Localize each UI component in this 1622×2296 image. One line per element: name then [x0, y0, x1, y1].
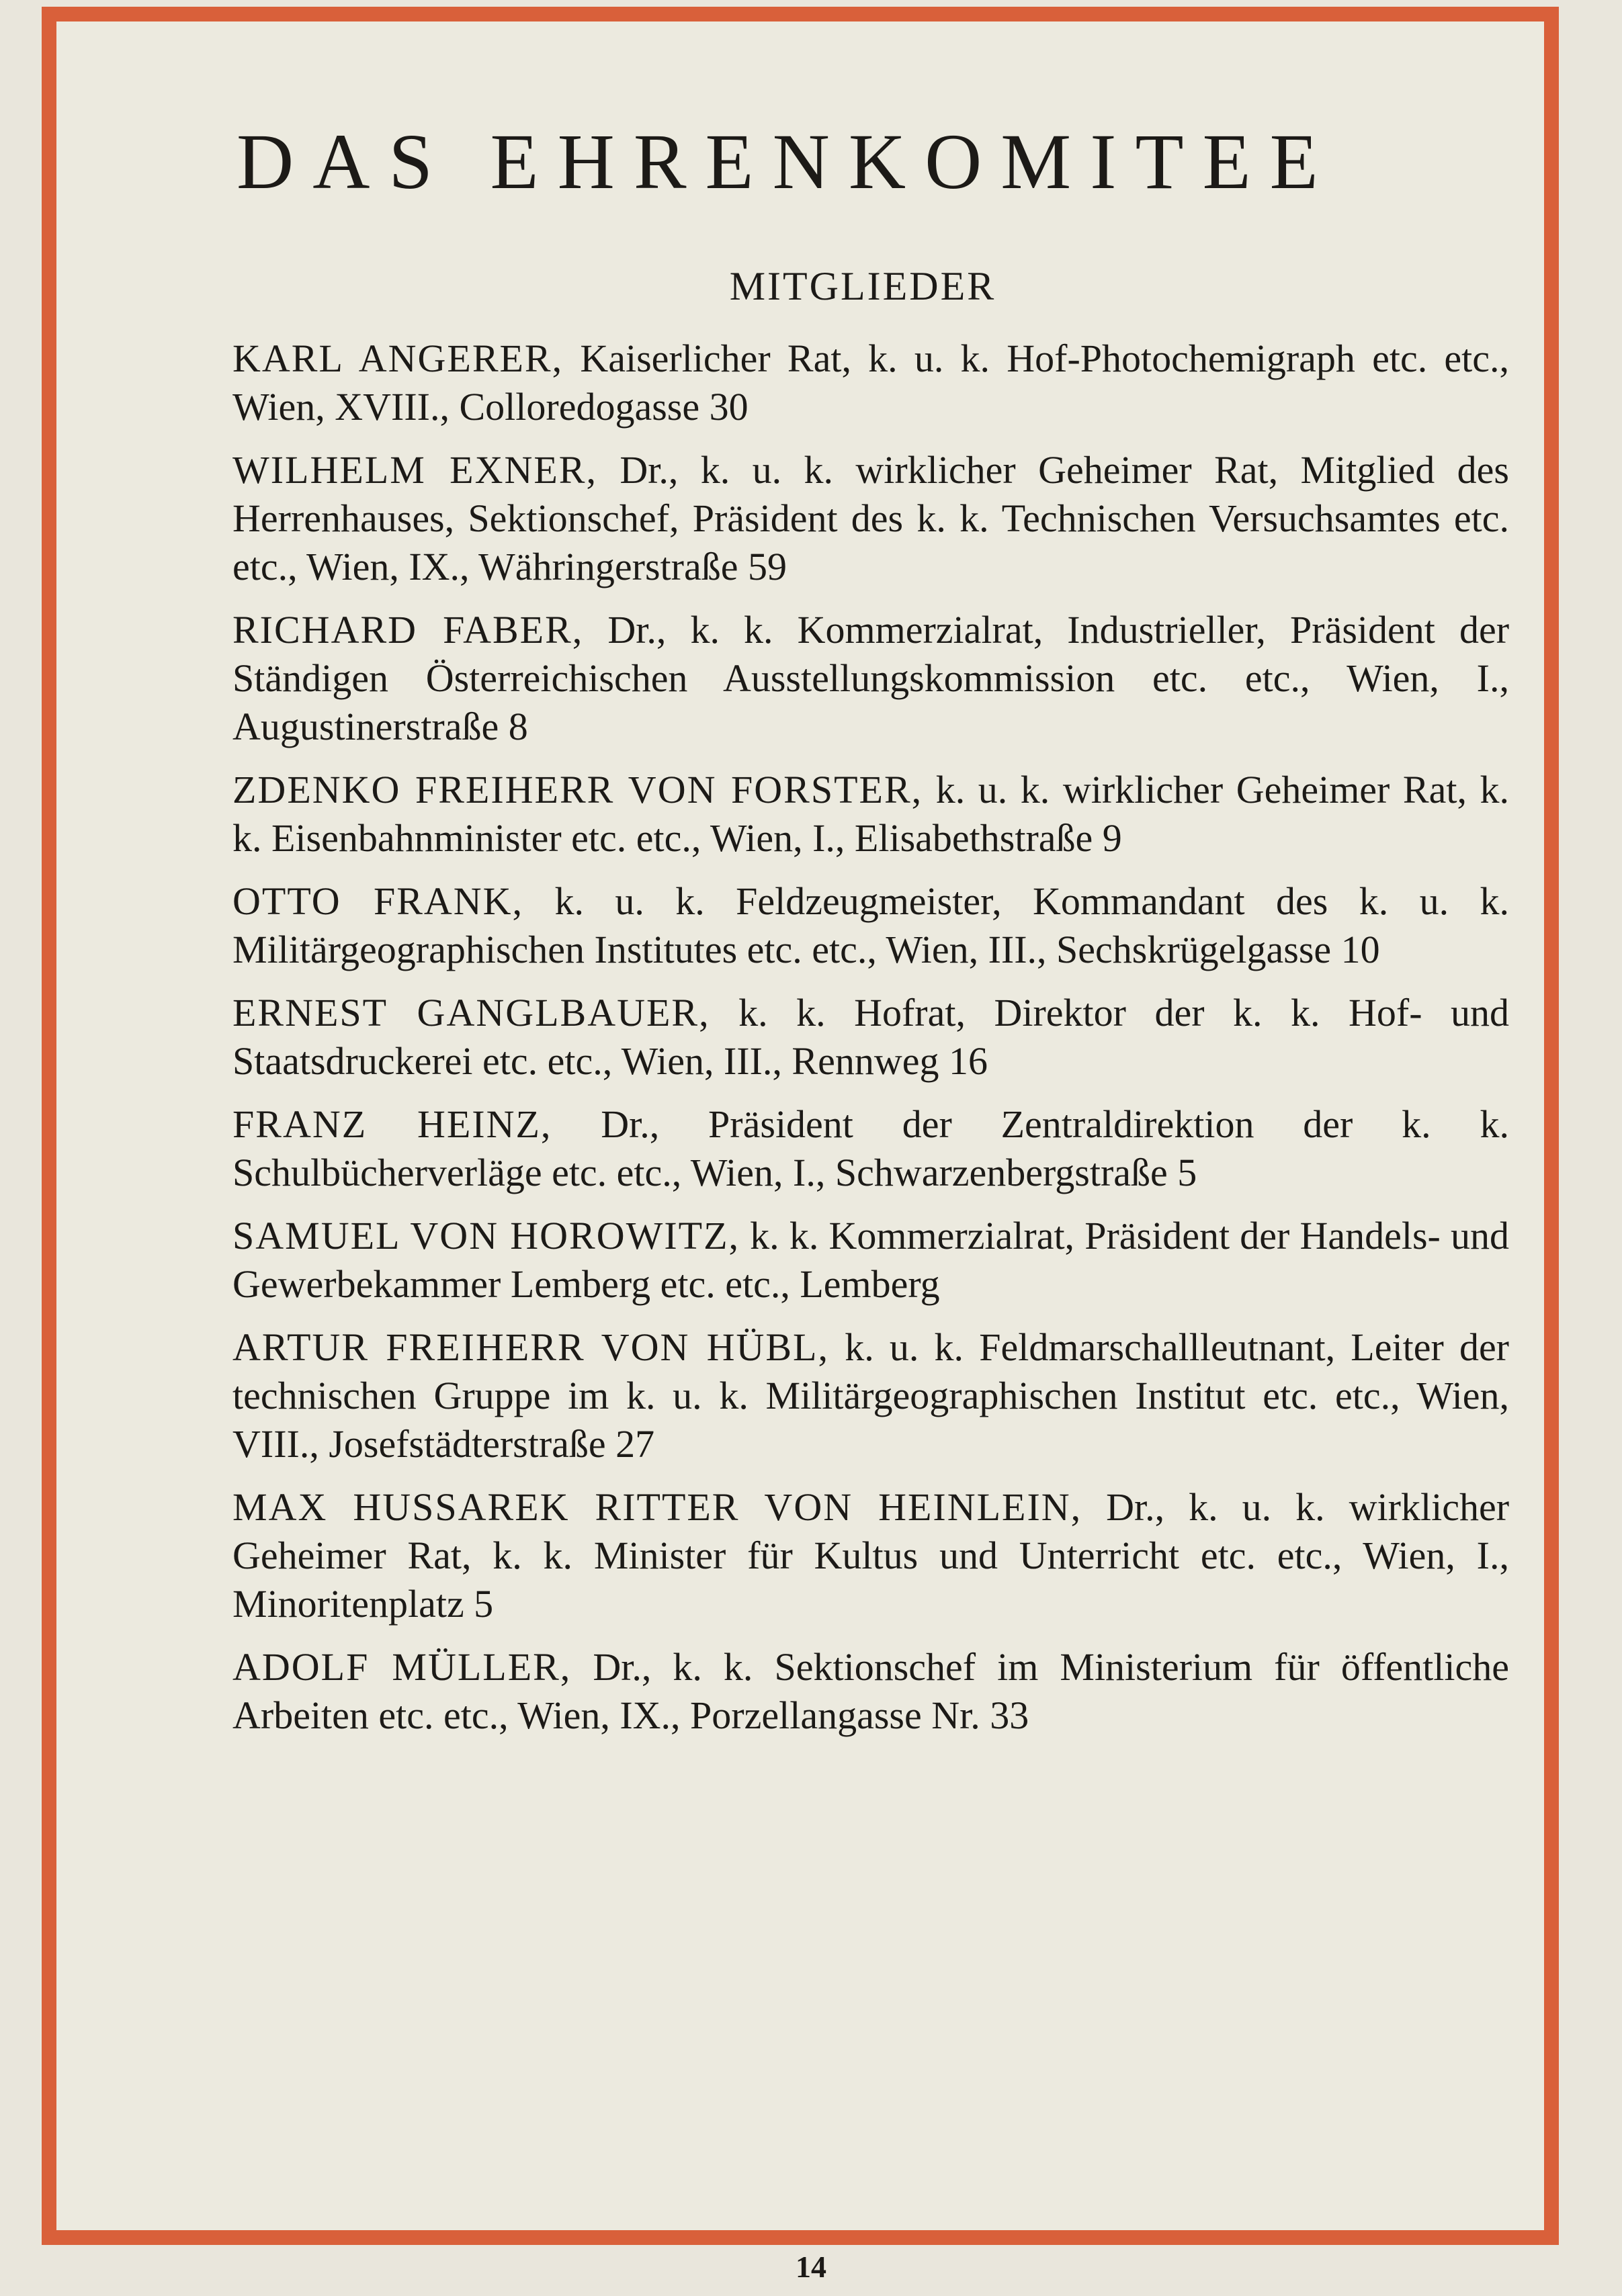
section-subtitle: MITGLIEDER [729, 264, 996, 308]
member-entry [232, 1212, 1509, 1309]
member-name: ADOLF MÜLLER, [232, 1645, 572, 1689]
member-entry [232, 446, 1509, 591]
member-entry [232, 989, 1509, 1086]
member-name: FRANZ HEINZ, [232, 1102, 552, 1146]
page-title: DAS EHRENKOMITEE [237, 118, 1337, 206]
member-name: OTTO FRANK, [232, 879, 524, 923]
page-number: 14 [796, 2250, 826, 2284]
member-details: Dr., k. k. Sektionschef im Ministerium für öffentliche Arbeiten etc. etc., Wien, IX., Porzellangasse Nr. 33 [232, 1645, 1509, 1737]
member-details: Dr., k. u. k. wirklicher Geheimer Rat, k. k. Minister für Kultus und Unterricht etc. etc., Wien, I., Minoritenplatz 5 [232, 1485, 1510, 1626]
member-name: WILHELM EXNER, [232, 448, 597, 492]
member-details: k. k. Hofrat, Direktor der k. k. Hof- und Staatsdruckerei etc. etc., Wien, III., Rennweg 16 [232, 991, 1510, 1083]
member-entry [232, 766, 1509, 863]
member-name: KARL ANGERER, [232, 337, 564, 380]
member-details: k. u. k. wirklicher Geheimer Rat, k. k. Eisenbahnminister etc. etc., Wien, I., Elisabethstraße 9 [232, 768, 1509, 860]
member-entry [232, 877, 1509, 974]
member-details: k. k. Kommerzialrat, Präsident der Handels- und Gewerbekammer Lemberg etc. etc., Lemberg [232, 1214, 1509, 1306]
member-name: MAX HUSSAREK RITTER VON HEINLEIN, [232, 1485, 1082, 1529]
member-details: Dr., k. k. Kommerzialrat, Industrieller, Präsident der Ständigen Österreichischen Ausstellungskommission etc. etc., Wien, I., Augustinerstraße 8 [232, 608, 1510, 748]
member-entry [232, 1100, 1509, 1197]
member-details: Dr., k. u. k. wirklicher Geheimer Rat, Mitglied des Herrenhauses, Sektionschef, Präsident des k. k. Technischen Versuchsamtes etc. etc., Wien, IX., Währingerstraße 59 [232, 448, 1509, 588]
page-content [184, 118, 1510, 1755]
member-name: ERNEST GANGLBAUER, [232, 991, 710, 1034]
member-details: Kaiserlicher Rat, k. u. k. Hof-Photochemigraph etc. etc., Wien, XVIII., Colloredogasse 30 [232, 337, 1510, 429]
member-details: k. u. k. Feldmarschallleutnant, Leiter der technischen Gruppe im k. u. k. Militärgeographischen Institut etc. etc., Wien, VIII., Josefstädterstraße 27 [232, 1325, 1509, 1466]
member-entry [232, 1323, 1509, 1468]
member-details: k. u. k. Feldzeugmeister, Kommandant des k. u. k. Militärgeographischen Institutes etc. etc., Wien, III., Sechskrügelgasse 10 [232, 879, 1510, 971]
member-entry [232, 1483, 1509, 1628]
member-name: SAMUEL VON HOROWITZ, [232, 1214, 740, 1257]
member-entry [232, 1643, 1509, 1740]
member-details: Dr., Präsident der Zentraldirektion der k. k. Schulbücherverläge etc. etc., Wien, I., Schwarzenbergstraße 5 [232, 1102, 1509, 1194]
member-name: RICHARD FABER, [232, 608, 584, 652]
member-entry [232, 335, 1509, 431]
member-name: ARTUR FREIHERR VON HÜBL, [232, 1325, 829, 1369]
member-entry [232, 606, 1509, 751]
page-border-frame [42, 7, 1559, 2245]
member-name: ZDENKO FREIHERR VON FORSTER, [232, 768, 923, 811]
member-list [232, 335, 1509, 1740]
